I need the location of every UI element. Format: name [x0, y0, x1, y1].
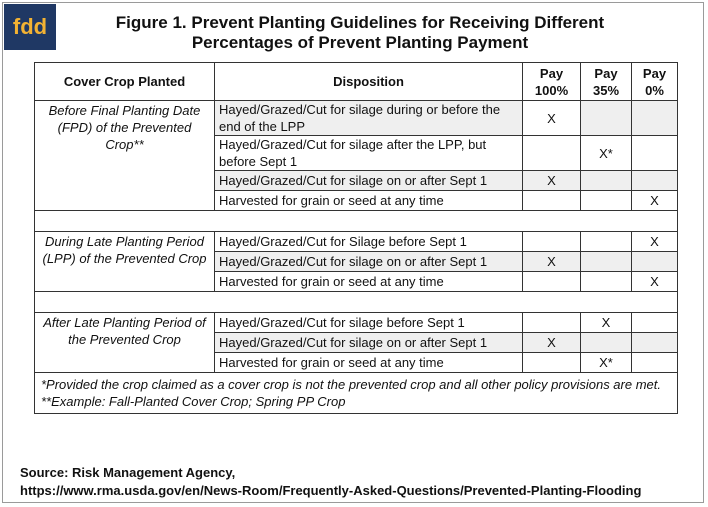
pay-100-cell	[523, 313, 581, 333]
title-line-1: Figure 1. Prevent Planting Guidelines for Receiving Different	[115, 13, 605, 32]
pay-35-cell: X*	[581, 136, 632, 171]
pay-35-cell	[581, 101, 632, 136]
pay-35-cell	[581, 191, 632, 211]
header-pay-35-line2: 35%	[592, 82, 620, 98]
footnote-1: *Provided the crop claimed as a cover crop is not the prevented crop and all other policy provisions are met.	[41, 377, 661, 392]
disposition-cell: Hayed/Grazed/Cut for silage after the LPP, but before Sept 1	[215, 136, 523, 171]
pay-100-cell: X	[523, 252, 581, 272]
disposition-cell: Hayed/Grazed/Cut for silage during or before the end of the LPP	[215, 101, 523, 136]
crop-during-lpp: During Late Planting Period (LPP) of the Prevented Crop	[35, 232, 215, 292]
pay-100-cell	[523, 232, 581, 252]
header-pay-100-line2: 100%	[534, 82, 569, 98]
spacer-row	[35, 292, 678, 313]
header-pay-0	[632, 63, 678, 101]
footnote-2: **Example: Fall-Planted Cover Crop; Spring PP Crop	[41, 394, 346, 409]
pay-100-cell	[523, 191, 581, 211]
header-cover-crop: Cover Crop Planted	[35, 63, 215, 101]
guidelines-table	[34, 62, 678, 414]
pay-35-cell	[581, 252, 632, 272]
pay-100-cell: X	[523, 333, 581, 353]
pay-35-cell: X*	[581, 353, 632, 373]
header-pay-100-line1: Pay	[539, 65, 564, 81]
spacer-cell	[35, 211, 678, 232]
disposition-cell: Hayed/Grazed/Cut for silage on or after Sept 1	[215, 333, 523, 353]
notes-row	[35, 373, 678, 414]
table-row	[35, 101, 678, 136]
source-line-1: Source: Risk Management Agency,	[20, 465, 236, 480]
spacer-cell	[35, 292, 678, 313]
pay-35-cell	[581, 171, 632, 191]
table-row	[35, 232, 678, 252]
pay-0-cell: X	[632, 272, 678, 292]
pay-100-cell	[523, 272, 581, 292]
header-pay-100	[523, 63, 581, 101]
pay-100-cell	[523, 353, 581, 373]
pay-0-cell	[632, 313, 678, 333]
pay-0-cell: X	[632, 191, 678, 211]
header-row	[35, 63, 678, 101]
source-citation	[20, 464, 641, 500]
header-pay-0-line2: 0%	[645, 82, 664, 98]
pay-0-cell	[632, 333, 678, 353]
pay-35-cell: X	[581, 313, 632, 333]
header-pay-35-line1: Pay	[594, 65, 618, 81]
disposition-cell: Harvested for grain or seed at any time	[215, 353, 523, 373]
crop-before-fpd: Before Final Planting Date (FPD) of the Prevented Crop**	[35, 101, 215, 211]
disposition-cell: Harvested for grain or seed at any time	[215, 272, 523, 292]
header-pay-0-line1: Pay	[642, 65, 667, 81]
pay-0-cell	[632, 136, 678, 171]
pay-0-cell: X	[632, 232, 678, 252]
spacer-row	[35, 211, 678, 232]
crop-after-lpp: After Late Planting Period of the Prevented Crop	[35, 313, 215, 373]
disposition-cell: Hayed/Grazed/Cut for silage before Sept 1	[215, 313, 523, 333]
pay-0-cell	[632, 101, 678, 136]
fdd-logo: fdd	[4, 4, 56, 50]
pay-0-cell	[632, 353, 678, 373]
table-row	[35, 313, 678, 333]
pay-100-cell: X	[523, 101, 581, 136]
disposition-cell: Hayed/Grazed/Cut for Silage before Sept 1	[215, 232, 523, 252]
footnotes	[35, 373, 678, 414]
pay-35-cell	[581, 272, 632, 292]
pay-0-cell	[632, 171, 678, 191]
pay-0-cell	[632, 252, 678, 272]
header-disposition: Disposition	[215, 63, 523, 101]
pay-100-cell	[523, 136, 581, 171]
pay-100-cell: X	[523, 171, 581, 191]
disposition-cell: Hayed/Grazed/Cut for silage on or after Sept 1	[215, 252, 523, 272]
figure-title	[60, 13, 660, 53]
source-url: https://www.rma.usda.gov/en/News-Room/Frequently-Asked-Questions/Prevented-Planting-Flooding	[20, 483, 642, 498]
title-line-2: Percentages of Prevent Planting Payment	[191, 33, 529, 52]
header-pay-35	[581, 63, 632, 101]
disposition-cell: Harvested for grain or seed at any time	[215, 191, 523, 211]
disposition-cell: Hayed/Grazed/Cut for silage on or after Sept 1	[215, 171, 523, 191]
pay-35-cell	[581, 333, 632, 353]
pay-35-cell	[581, 232, 632, 252]
